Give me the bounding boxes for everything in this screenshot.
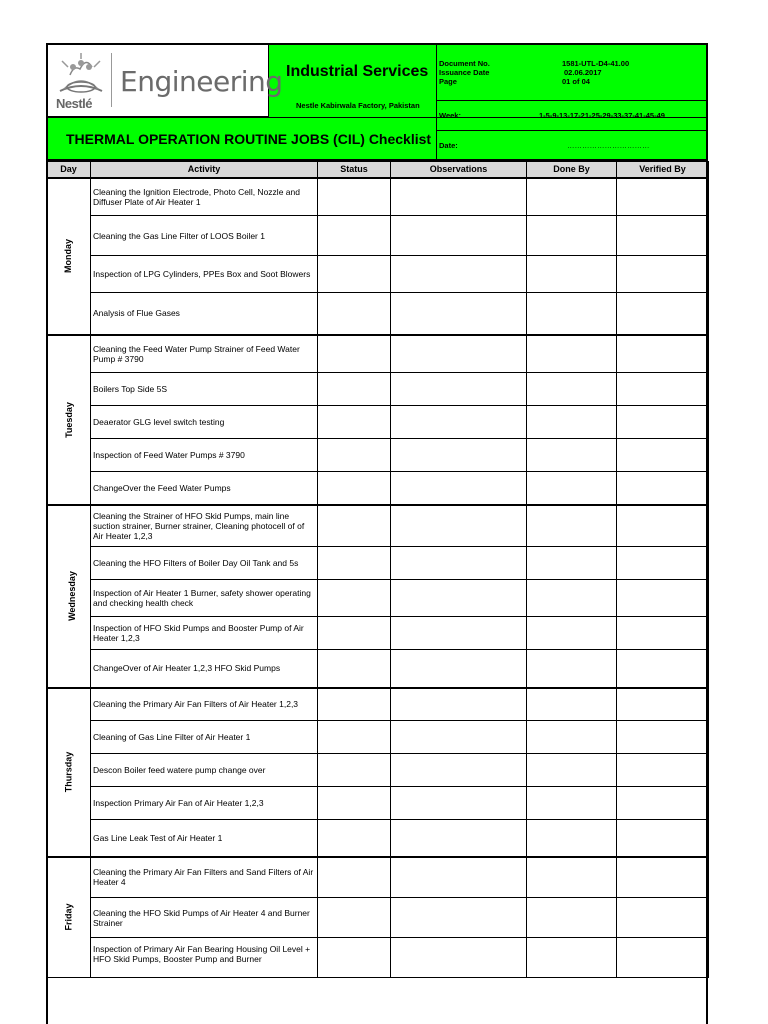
table-row <box>47 580 709 617</box>
document-meta-labels <box>439 59 490 86</box>
document-header <box>46 43 708 161</box>
done-by-cell[interactable] <box>527 293 617 335</box>
logo-divider <box>111 53 112 107</box>
observations-cell[interactable] <box>391 293 527 335</box>
observations-cell[interactable] <box>391 787 527 820</box>
status-cell[interactable] <box>318 617 391 650</box>
table-header-row <box>47 162 709 178</box>
activity-cell: Descon Boiler feed waterе pump change over <box>91 754 318 787</box>
observations-cell[interactable] <box>391 820 527 857</box>
nestle-wordmark: Nestlé <box>56 96 93 111</box>
day-label: Tuesday <box>63 401 74 438</box>
status-cell[interactable] <box>318 439 391 472</box>
observations-cell[interactable] <box>391 617 527 650</box>
table-row <box>47 688 709 721</box>
status-cell[interactable] <box>318 721 391 754</box>
day-label: Wednesday <box>66 571 77 621</box>
table-row <box>47 373 709 406</box>
done-by-cell[interactable] <box>527 857 617 898</box>
observations-cell[interactable] <box>391 439 527 472</box>
observations-cell[interactable] <box>391 898 527 938</box>
activity-cell: Cleaning the Gas Line Filter of LOOS Boiler 1 <box>91 216 318 256</box>
table-row <box>47 721 709 754</box>
status-cell[interactable] <box>318 505 391 547</box>
table-row <box>47 335 709 373</box>
week-value: 1-5-9-13-17-21-25-29-33-37-41-45-49 <box>539 111 665 120</box>
activity-cell: Inspection of LPG Cylinders, PPEs Box and Soot Blowers <box>91 256 318 293</box>
done-by-cell[interactable] <box>527 178 617 216</box>
done-by-cell[interactable] <box>527 787 617 820</box>
observations-cell[interactable] <box>391 373 527 406</box>
activity-cell: Inspection of Primary Air Fan Bearing Housing Oil Level + HFO Skid Pumps, Booster Pump and Burner <box>91 938 318 978</box>
status-cell[interactable] <box>318 787 391 820</box>
status-cell[interactable] <box>318 335 391 373</box>
verified-by-cell[interactable] <box>617 617 709 650</box>
checklist-table <box>46 161 709 978</box>
table-right-border <box>706 161 708 1024</box>
done-by-cell[interactable] <box>527 335 617 373</box>
table-row <box>47 898 709 938</box>
col-activity: Activity <box>91 162 318 178</box>
done-by-cell[interactable] <box>527 373 617 406</box>
day-label: Monday <box>63 238 74 274</box>
activity-cell: Cleaning the Feed Water Pump Strainer of Feed Water Pump # 3790 <box>91 335 318 373</box>
verified-by-cell[interactable] <box>617 293 709 335</box>
table-row <box>47 178 709 216</box>
observations-cell[interactable] <box>391 857 527 898</box>
verified-by-cell[interactable] <box>617 787 709 820</box>
table-row <box>47 650 709 688</box>
activity-cell: Inspection of Feed Water Pumps # 3790 <box>91 439 318 472</box>
status-cell[interactable] <box>318 178 391 216</box>
done-by-cell[interactable] <box>527 938 617 978</box>
table-row <box>47 256 709 293</box>
done-by-cell[interactable] <box>527 617 617 650</box>
done-by-cell[interactable] <box>527 688 617 721</box>
done-by-cell[interactable] <box>527 256 617 293</box>
col-done-by: Done By <box>527 162 617 178</box>
status-cell[interactable] <box>318 820 391 857</box>
table-row <box>47 754 709 787</box>
engineering-wordmark: Engineering <box>120 65 283 98</box>
status-cell[interactable] <box>318 754 391 787</box>
status-cell[interactable] <box>318 688 391 721</box>
observations-cell[interactable] <box>391 178 527 216</box>
factory-name: Nestle Kabirwala Factory, Pakistan <box>296 101 420 110</box>
department-title: Industrial Services <box>286 63 429 80</box>
status-cell[interactable] <box>318 472 391 505</box>
document-meta-values <box>562 59 629 86</box>
activity-cell: Inspection of Air Heater 1 Burner, safety shower operating and checking health check <box>91 580 318 617</box>
activity-cell: Cleaning the HFO Filters of Boiler Day Oil Tank and 5s <box>91 547 318 580</box>
verified-by-cell[interactable] <box>617 505 709 547</box>
observations-cell[interactable] <box>391 335 527 373</box>
day-label: Friday <box>63 903 74 931</box>
observations-cell[interactable] <box>391 938 527 978</box>
page-label: Page <box>439 77 457 86</box>
day-label: Thursday <box>63 751 74 793</box>
done-by-cell[interactable] <box>527 754 617 787</box>
col-status: Status <box>318 162 391 178</box>
day-cell-wednesday <box>47 505 91 688</box>
day-cell-thursday <box>47 688 91 857</box>
table-row <box>47 857 709 898</box>
col-observations: Observations <box>391 162 527 178</box>
status-cell[interactable] <box>318 898 391 938</box>
verified-by-cell[interactable] <box>617 820 709 857</box>
doc-no-label: Document No. <box>439 59 490 68</box>
verified-by-cell[interactable] <box>617 580 709 617</box>
verified-by-cell[interactable] <box>617 754 709 787</box>
header-divider-vertical <box>436 45 437 159</box>
verified-by-cell[interactable] <box>617 721 709 754</box>
done-by-cell[interactable] <box>527 721 617 754</box>
verified-by-cell[interactable] <box>617 650 709 688</box>
table-row <box>47 406 709 439</box>
observations-cell[interactable] <box>391 688 527 721</box>
activity-cell: Gas Line Leak Test of Air Heater 1 <box>91 820 318 857</box>
header-divider-week <box>436 100 708 101</box>
logo-area <box>48 45 283 117</box>
done-by-cell[interactable] <box>527 650 617 688</box>
verified-by-cell[interactable] <box>617 373 709 406</box>
day-cell-friday <box>47 857 91 978</box>
day-cell-tuesday <box>47 335 91 505</box>
status-cell[interactable] <box>318 650 391 688</box>
observations-cell[interactable] <box>391 406 527 439</box>
observations-cell[interactable] <box>391 505 527 547</box>
observations-cell[interactable] <box>391 256 527 293</box>
status-cell[interactable] <box>318 373 391 406</box>
done-by-cell[interactable] <box>527 820 617 857</box>
table-row <box>47 547 709 580</box>
issuance-value: 02.06.2017 <box>564 68 602 77</box>
doc-no-value: 1581-UTL-D4-41.00 <box>562 59 630 68</box>
table-left-border <box>46 161 48 1024</box>
verified-by-cell[interactable] <box>617 256 709 293</box>
issuance-label: Issuance Date <box>439 68 490 77</box>
table-row <box>47 216 709 256</box>
day-cell-monday <box>47 178 91 335</box>
status-cell[interactable] <box>318 547 391 580</box>
verified-by-cell[interactable] <box>617 857 709 898</box>
observations-cell[interactable] <box>391 216 527 256</box>
activity-cell: Boilers Top Side 5S <box>91 373 318 406</box>
table-row <box>47 439 709 472</box>
verified-by-cell[interactable] <box>617 216 709 256</box>
verified-by-cell[interactable] <box>617 898 709 938</box>
week-label: Week: <box>439 111 461 120</box>
status-cell[interactable] <box>318 580 391 617</box>
activity-cell: ChangeOver of Air Heater 1,2,3 HFO Skid Pumps <box>91 650 318 688</box>
done-by-cell[interactable] <box>527 439 617 472</box>
checklist-title: THERMAL OPERATION ROUTINE JOBS (CIL) Checklist <box>66 131 432 147</box>
activity-cell: Cleaning of Gas Line Filter of Air Heater 1 <box>91 721 318 754</box>
activity-cell: Deaerator GLG level switch testing <box>91 406 318 439</box>
done-by-cell[interactable] <box>527 505 617 547</box>
verified-by-cell[interactable] <box>617 472 709 505</box>
activity-cell: Cleaning the HFO Skid Pumps of Air Heater 4 and Burner Strainer <box>91 898 318 938</box>
observations-cell[interactable] <box>391 721 527 754</box>
verified-by-cell[interactable] <box>617 335 709 373</box>
status-cell[interactable] <box>318 216 391 256</box>
date-label: Date: <box>439 141 458 150</box>
table-row <box>47 505 709 547</box>
activity-cell: ChangeOver the Feed Water Pumps <box>91 472 318 505</box>
activity-cell: Cleaning the Strainer of HFO Skid Pumps, main line suction strainer, Burner strainer, Cleaning photocell of of Air Heater 1,2,3 <box>91 505 318 547</box>
date-field[interactable]: …………………………… <box>567 141 650 150</box>
done-by-cell[interactable] <box>527 580 617 617</box>
table-row <box>47 617 709 650</box>
status-cell[interactable] <box>318 857 391 898</box>
page-value: 01 of 04 <box>562 77 590 86</box>
activity-cell: Cleaning the Primary Air Fan Filters of Air Heater 1,2,3 <box>91 688 318 721</box>
col-verified-by: Verified By <box>617 162 709 178</box>
observations-cell[interactable] <box>391 547 527 580</box>
observations-cell[interactable] <box>391 754 527 787</box>
activity-cell: Cleaning the Primary Air Fan Filters and Sand Filters of Air Heater 4 <box>91 857 318 898</box>
nestle-nest-icon <box>56 51 106 97</box>
table-row <box>47 472 709 505</box>
done-by-cell[interactable] <box>527 547 617 580</box>
done-by-cell[interactable] <box>527 216 617 256</box>
observations-cell[interactable] <box>391 650 527 688</box>
header-divider-date <box>436 130 708 131</box>
status-cell[interactable] <box>318 293 391 335</box>
done-by-cell[interactable] <box>527 406 617 439</box>
activity-cell: Inspection of HFO Skid Pumps and Booster Pump of Air Heater 1,2,3 <box>91 617 318 650</box>
table-row <box>47 293 709 335</box>
activity-cell: Analysis of Flue Gases <box>91 293 318 335</box>
activity-cell: Inspection Primary Air Fan of Air Heater 1,2,3 <box>91 787 318 820</box>
col-day: Day <box>47 162 91 178</box>
table-row <box>47 938 709 978</box>
status-cell[interactable] <box>318 938 391 978</box>
observations-cell[interactable] <box>391 472 527 505</box>
observations-cell[interactable] <box>391 580 527 617</box>
verified-by-cell[interactable] <box>617 439 709 472</box>
verified-by-cell[interactable] <box>617 688 709 721</box>
verified-by-cell[interactable] <box>617 547 709 580</box>
activity-cell: Cleaning the Ignition Electrode, Photo Cell, Nozzle and Diffuser Plate of Air Heater 1 <box>91 178 318 216</box>
status-cell[interactable] <box>318 256 391 293</box>
done-by-cell[interactable] <box>527 472 617 505</box>
verified-by-cell[interactable] <box>617 406 709 439</box>
done-by-cell[interactable] <box>527 898 617 938</box>
verified-by-cell[interactable] <box>617 178 709 216</box>
table-row <box>47 787 709 820</box>
table-row <box>47 820 709 857</box>
verified-by-cell[interactable] <box>617 938 709 978</box>
status-cell[interactable] <box>318 406 391 439</box>
